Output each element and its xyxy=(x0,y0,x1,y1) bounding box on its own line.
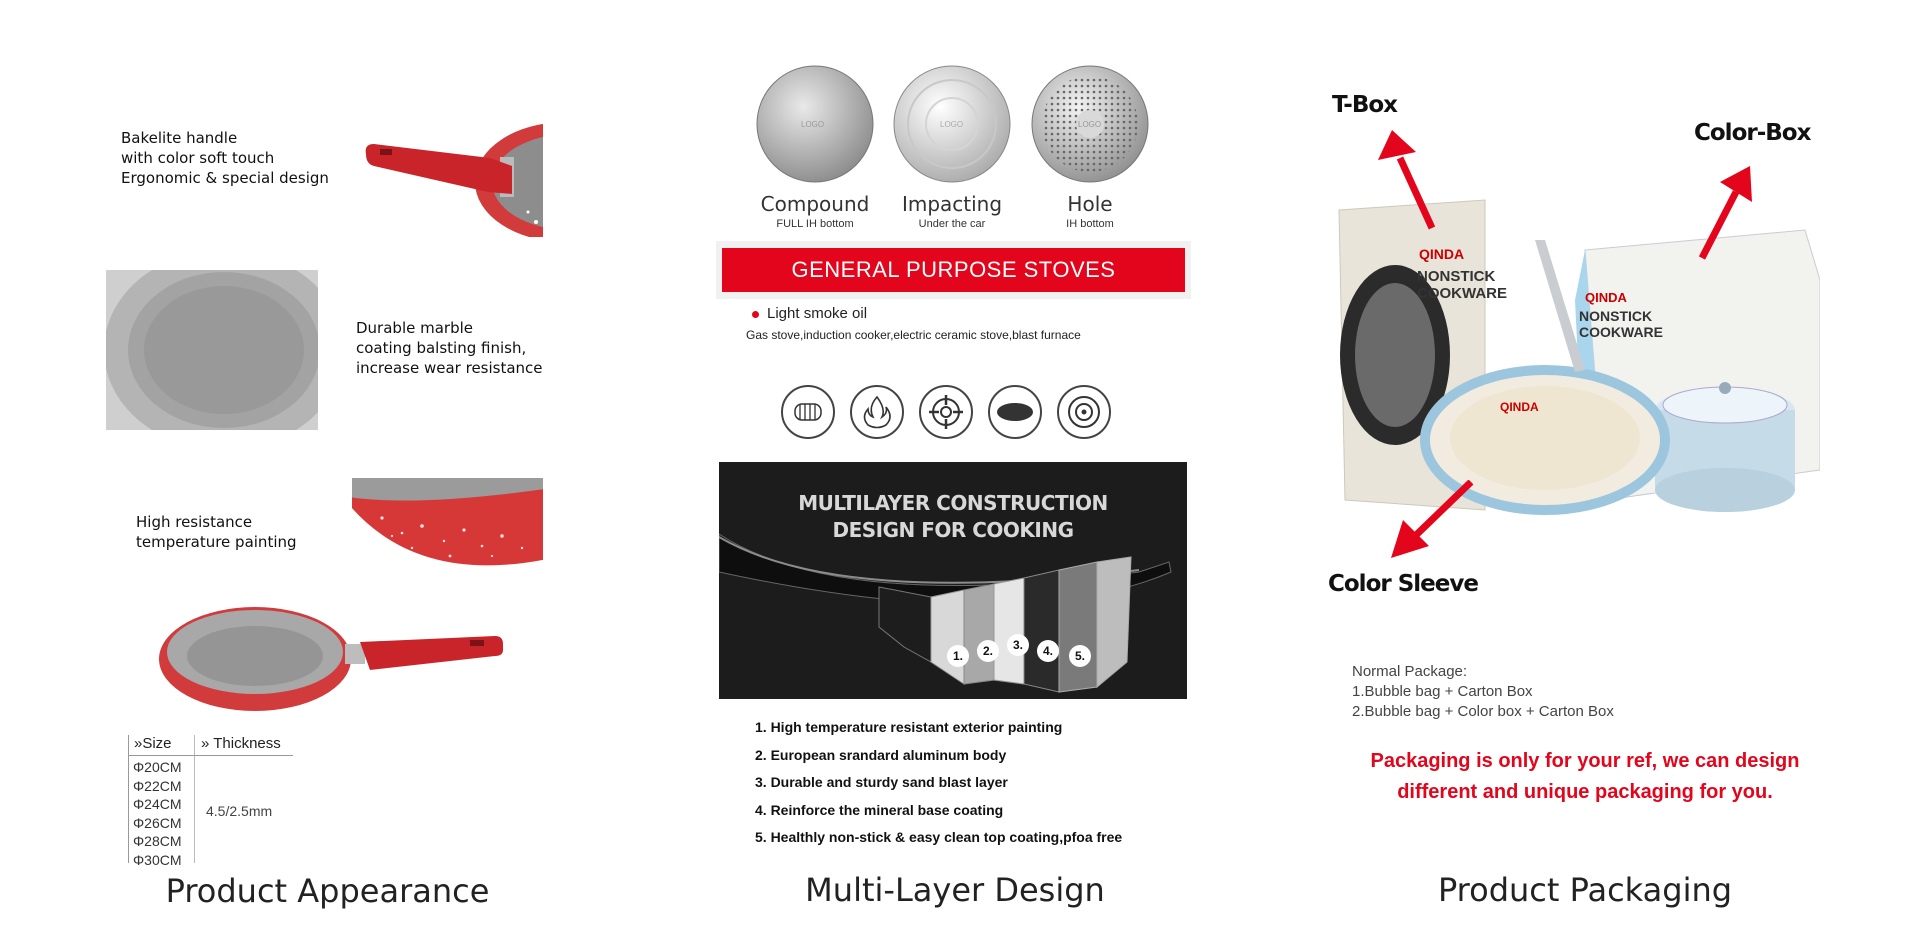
size-cell: Φ26CM xyxy=(133,814,182,831)
handle-closeup-image xyxy=(360,122,543,237)
impacting-bottom-disc xyxy=(893,65,1011,188)
layer-number-5: 5. xyxy=(1069,645,1091,667)
size-cell: Φ24CM xyxy=(133,796,182,812)
impacting-label: Impacting Under the car xyxy=(901,192,1003,230)
colorbox-brand: QINDA xyxy=(1585,290,1627,305)
feature-painting-caption: High resistance temperature painting xyxy=(136,513,297,551)
layer-list xyxy=(755,714,1122,852)
multi-layer-design-title: Multi-Layer Design xyxy=(805,871,1105,909)
colorbox-text: NONSTICK COOKWARE xyxy=(1579,308,1663,340)
construction-title: MULTILAYER CONSTRUCTION DESIGN FOR COOKING xyxy=(798,491,1108,542)
logo-text: LOGO xyxy=(940,120,964,129)
compound-label: Compound FULL IH bottom xyxy=(760,192,870,230)
gas-flame-icon xyxy=(850,385,904,439)
logo-text: LOGO xyxy=(1078,120,1102,129)
general-purpose-stoves-banner: GENERAL PURPOSE STOVES xyxy=(722,248,1185,292)
tbox-text: NONSTICK COOKWARE xyxy=(1417,268,1507,302)
multilayer-construction-panel xyxy=(719,462,1187,699)
size-list xyxy=(133,758,182,869)
ceramic-plate-icon xyxy=(988,385,1042,439)
layer-number-4: 4. xyxy=(1037,640,1059,662)
red-bullet-icon xyxy=(752,311,759,318)
hole-bottom-disc xyxy=(1031,65,1149,188)
layer-item: 2. European srandard aluminum body xyxy=(755,746,1007,763)
feature-coating-caption: Durable marble coating balsting finish, increase wear resistance xyxy=(356,319,543,377)
colorbox-arrow-icon xyxy=(1690,160,1770,260)
sleeve-brand: QINDA xyxy=(1500,400,1539,414)
layer-number-1: 1. xyxy=(947,645,969,667)
thickness-value: 4.5/2.5mm xyxy=(206,803,273,819)
logo-text: LOGO xyxy=(801,120,825,129)
tbox-brand: QINDA xyxy=(1419,246,1465,262)
frying-pan-image xyxy=(155,604,505,714)
size-cell: Φ22CM xyxy=(133,777,182,794)
layer-item: 3. Durable and sturdy sand blast layer xyxy=(755,774,1008,790)
sleeve-label: Color Sleeve xyxy=(1328,571,1478,597)
size-cell: Φ28CM xyxy=(133,833,182,849)
gas-burner-icon xyxy=(919,385,973,439)
feature-handle-caption: Bakelite handle with color soft touch Ergonomic & special design xyxy=(121,129,329,187)
sleeve-arrow-icon xyxy=(1385,480,1475,560)
layer-number-2: 2. xyxy=(977,640,999,662)
stoves-line: Gas stove,induction cooker,electric ceramic stove,blast furnace xyxy=(746,328,1081,342)
normal-package-note: Normal Package: 1.Bubble bag + Carton Box 2.Bubble bag + Color box + Carton Box xyxy=(1352,663,1614,720)
induction-icon xyxy=(1057,385,1111,439)
marble-coating-image xyxy=(106,270,318,430)
layer-item: 5. Healthly non-stick & easy clean top coating,pfoa free xyxy=(755,829,1123,845)
layer-item: 1. High temperature resistant exterior painting xyxy=(755,719,1063,735)
hole-label: Hole IH bottom xyxy=(1066,192,1114,230)
product-appearance-title: Product Appearance xyxy=(165,872,490,910)
red-exterior-image xyxy=(352,478,543,573)
layer-number-3: 3. xyxy=(1007,634,1029,656)
layer-item: 4. Reinforce the mineral base coating xyxy=(755,801,1004,818)
size-thickness-table xyxy=(128,735,298,868)
tbox-label: T-Box xyxy=(1332,92,1398,118)
size-cell: Φ30CM xyxy=(133,851,182,868)
size-cell: Φ20CM xyxy=(133,759,182,775)
thickness-header: » Thickness xyxy=(201,735,281,752)
colorbox-label: Color-Box xyxy=(1694,120,1811,146)
coil-stove-icon xyxy=(781,385,835,439)
product-packaging-title: Product Packaging xyxy=(1437,871,1733,909)
bullet-light-smoke: Light smoke oil xyxy=(752,305,867,322)
compound-bottom-disc xyxy=(756,65,874,188)
packaging-notice: Packaging is only for your ref, we can design different and unique packaging for you. xyxy=(1370,750,1800,803)
tbox-arrow-icon xyxy=(1370,130,1450,230)
size-header: »Size xyxy=(134,735,172,752)
